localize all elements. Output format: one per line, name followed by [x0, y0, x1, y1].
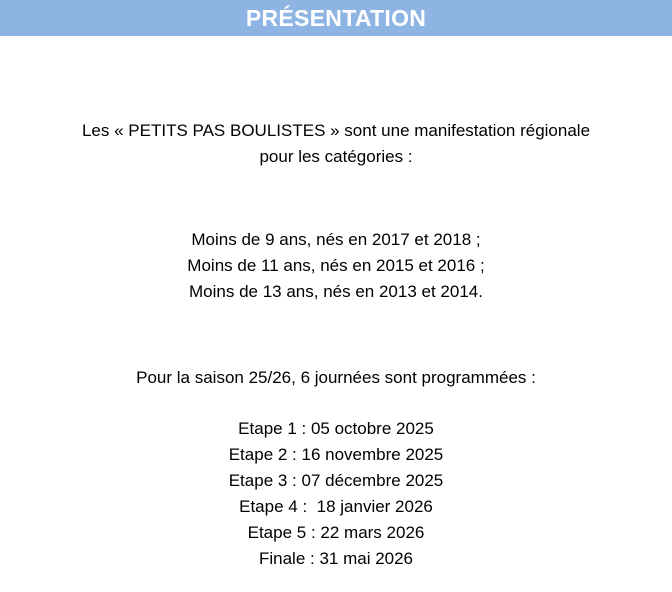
category-item: Moins de 13 ans, nés en 2013 et 2014. — [189, 282, 483, 301]
category-item: Moins de 11 ans, nés en 2015 et 2016 ; — [187, 256, 485, 275]
season-paragraph — [0, 365, 672, 391]
season-text: Pour la saison 25/26, 6 journées sont programmées : — [136, 368, 536, 387]
stage-item-final: Finale : 31 mai 2026 — [258, 549, 414, 568]
stage-item: Etape 1 : 05 octobre 2025 — [238, 419, 434, 438]
categories-list — [0, 227, 672, 305]
intro-line: Les « PETITS PAS BOULISTES » sont une manifestation régionale — [81, 121, 591, 140]
stage-item: Etape 3 : 07 décembre 2025 — [228, 471, 444, 490]
stage-item: Etape 5 : 22 mars 2026 — [247, 523, 425, 542]
intro-line: pour les catégories : — [259, 147, 413, 166]
stage-item: Etape 4 : 18 janvier 2026 — [239, 497, 433, 516]
page-title: PRÉSENTATION — [245, 5, 427, 31]
stage-item: Etape 2 : 16 novembre 2025 — [228, 445, 444, 464]
category-item: Moins de 9 ans, nés en 2017 et 2018 ; — [191, 230, 481, 249]
intro-paragraph — [0, 118, 672, 170]
stages-list — [0, 416, 672, 572]
